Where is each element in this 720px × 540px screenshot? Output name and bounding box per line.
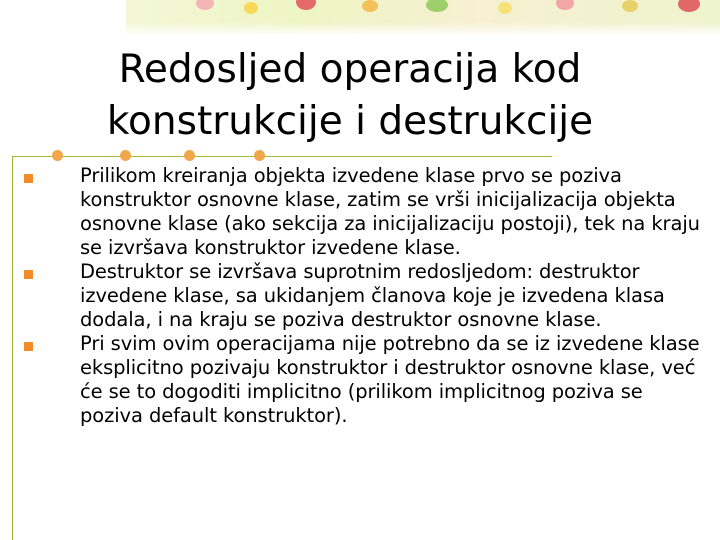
slide-title [60, 44, 640, 148]
bullet-item [24, 332, 700, 428]
divider-dot [184, 150, 195, 161]
bullet-list [24, 164, 700, 428]
title-line-2: konstrukcije i destrukcije [106, 99, 594, 144]
divider-dot [254, 150, 265, 161]
square-bullet-icon [24, 270, 33, 279]
title-divider-line [12, 156, 552, 157]
bullet-text: Destruktor se izvršava suprotnim redosljedom: destruktor izvedene klase, sa ukidanjem članova koje je izvedena klasa dodala, i na kraju se poziva destruktor osnovne klase. [80, 260, 665, 331]
bullet-text: Pri svim ovim operacijama nije potrebno da se iz izvedene klase eksplicitno pozivaju konstruktor i destruktor osnovne klase, već će se to dogoditi implicitno (prilikom implicitnog poziva se poziva default konstruktor). [80, 332, 700, 427]
bullet-item [24, 164, 700, 260]
square-bullet-icon [24, 174, 33, 183]
divider-dot [120, 150, 131, 161]
bullet-item [24, 260, 700, 332]
left-accent-line [12, 156, 13, 540]
square-bullet-icon [24, 342, 33, 351]
banner-fade [126, 22, 720, 36]
title-line-1: Redosljed operacija kod [118, 47, 582, 92]
divider-dot [52, 150, 63, 161]
bullet-text: Prilikom kreiranja objekta izvedene klase prvo se poziva konstruktor osnovne klase, zatim se vrši inicijalizacija objekta osnovne klase (ako sekcija za inicijalizaciju postoji), tek na kraju se izvršava konstruktor izvedene klase. [80, 164, 700, 259]
